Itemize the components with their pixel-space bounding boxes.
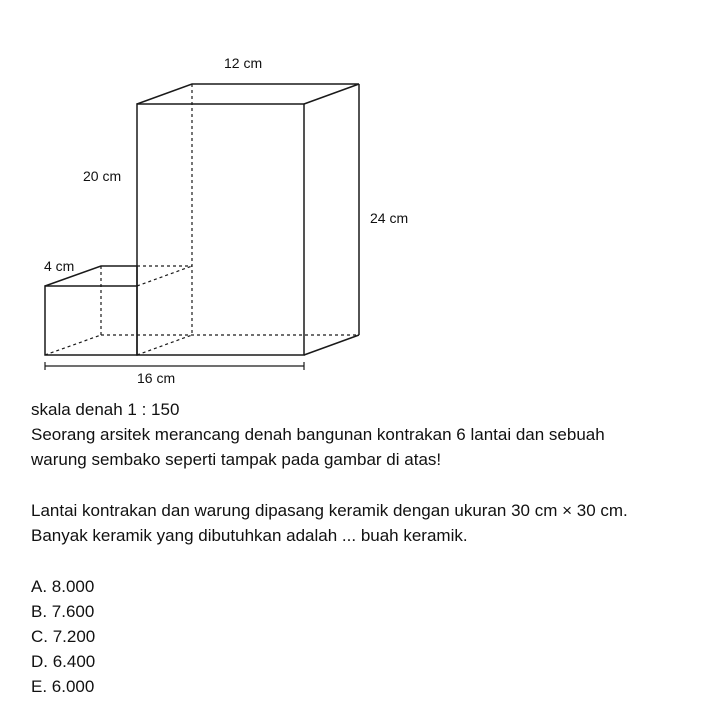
label-upper-height: 20 cm <box>83 168 122 184</box>
small-box-front-face <box>45 286 137 355</box>
scale-text: skala denah 1 : 150 <box>31 400 180 419</box>
answer-options <box>31 574 95 699</box>
tall-box-bottom-right-edge <box>304 335 359 355</box>
paragraph-2-line-1: Lantai kontrakan dan warung dipasang keramik dengan ukuran 30 cm × 30 cm. <box>31 501 628 520</box>
label-small-height: 4 cm <box>44 258 75 274</box>
tall-box-front-face <box>137 104 304 355</box>
paragraph-1-line-2: warung sembako seperti tampak pada gambar di atas! <box>31 450 442 469</box>
small-box-hidden-diagonal-top <box>137 266 192 286</box>
small-box-hidden-diagonal-bottom <box>45 335 101 355</box>
option-d[interactable]: D. 6.400 <box>31 652 96 671</box>
label-bottom-width: 16 cm <box>137 370 176 386</box>
tall-box-hidden-diagonal-edge <box>137 335 192 355</box>
question-text <box>31 397 605 472</box>
option-c[interactable]: C. 7.200 <box>31 627 96 646</box>
tall-box-top-face <box>137 84 359 104</box>
label-top-width: 12 cm <box>224 55 263 71</box>
label-right-height: 24 cm <box>370 210 409 226</box>
question-paragraph-2 <box>31 498 628 548</box>
option-e[interactable]: E. 6.000 <box>31 677 95 696</box>
paragraph-2-line-2: Banyak keramik yang dibutuhkan adalah ... buah keramik. <box>31 526 468 545</box>
option-a[interactable]: A. 8.000 <box>31 577 95 596</box>
paragraph-1-line-1: Seorang arsitek merancang denah bangunan kontrakan 6 lantai dan sebuah <box>31 425 605 444</box>
option-b[interactable]: B. 7.600 <box>31 602 95 621</box>
